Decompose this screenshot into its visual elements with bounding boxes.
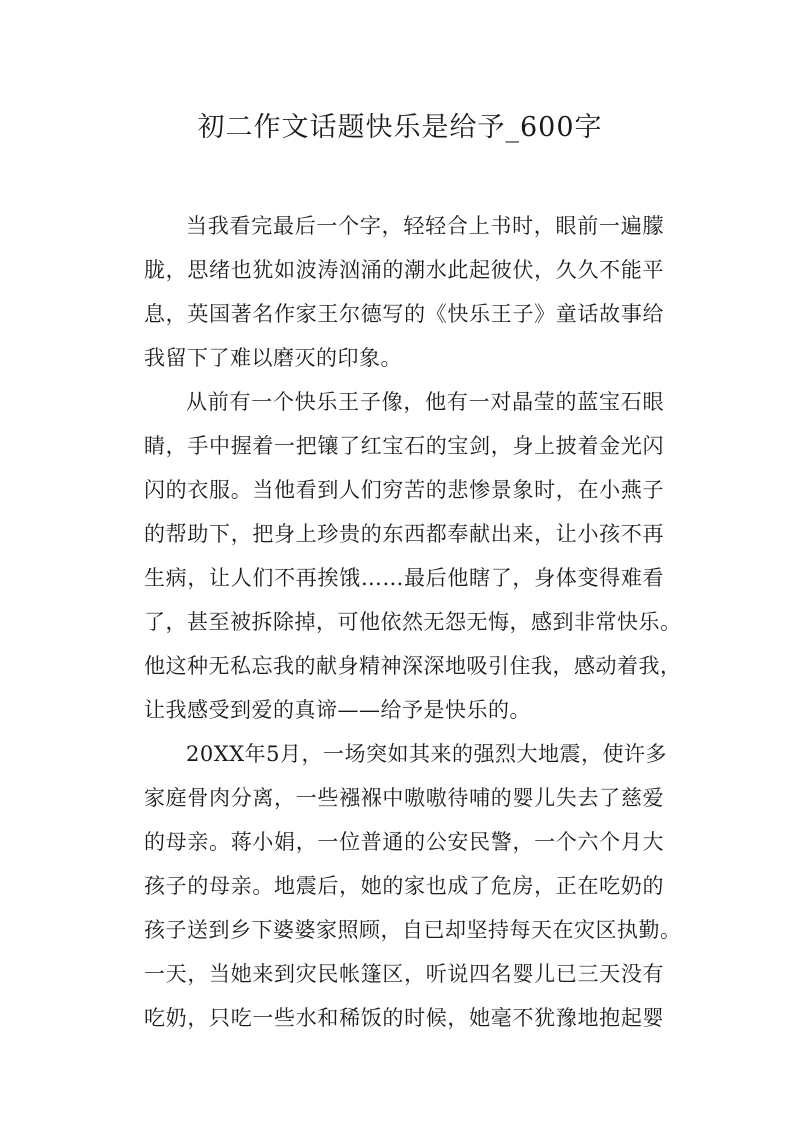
document-title: 初二作文话题快乐是给予_600字 (197, 112, 603, 143)
text-line: 让我感受到爱的真谛——给予是快乐的。 (144, 698, 531, 722)
text-line: 的母亲。蒋小娟，一位普通的公安民警，一个六个月大 (144, 830, 664, 854)
text-line: 一天，当她来到灾民帐篷区，听说四名婴儿已三天没有 (144, 962, 664, 986)
text-line: 他这种无私忘我的献身精神深深地吸引住我，感动着我， (144, 654, 682, 678)
paragraph (144, 380, 682, 732)
text-line: 吃奶，只吃一些水和稀饭的时候，她毫不犹豫地抱起婴 (144, 1006, 664, 1030)
text-line: 孩子的母亲。地震后，她的家也成了危房，正在吃奶的 (144, 874, 664, 898)
paragraph (144, 732, 682, 1040)
text-line: 20XX年5月，一场突如其来的强烈大地震，使许多 (186, 742, 667, 766)
text-line: 睛，手中握着一把镶了红宝石的宝剑，身上披着金光闪 (144, 434, 664, 458)
text-line: 当我看完最后一个字，轻轻合上书时，眼前一遍朦 (186, 214, 664, 238)
document-body (144, 204, 682, 1040)
paragraph (144, 204, 664, 380)
text-line: 从前有一个快乐王子像，他有一对晶莹的蓝宝石眼 (186, 390, 664, 414)
text-line: 我留下了难以磨灭的印象。 (144, 346, 402, 370)
text-line: 孩子送到乡下婆婆家照顾，自已却坚持每天在灾区执勤。 (144, 918, 682, 942)
text-line: 的帮助下，把身上珍贵的东西都奉献出来，让小孩不再 (144, 522, 664, 546)
text-line: 息，英国著名作家王尔德写的《快乐王子》童话故事给 (144, 302, 664, 326)
text-line: 闪的衣服。当他看到人们穷苦的悲惨景象时，在小燕子 (144, 478, 664, 502)
text-line: 生病，让人们不再挨饿……最后他瞎了，身体变得难看 (144, 566, 664, 590)
text-line: 家庭骨肉分离，一些襁褓中嗷嗷待哺的婴儿失去了慈爱 (144, 786, 664, 810)
text-line: 胧，思绪也犹如波涛汹涌的潮水此起彼伏，久久不能平 (144, 258, 664, 282)
text-line: 了，甚至被拆除掉，可他依然无怨无悔，感到非常快乐。 (144, 610, 682, 634)
